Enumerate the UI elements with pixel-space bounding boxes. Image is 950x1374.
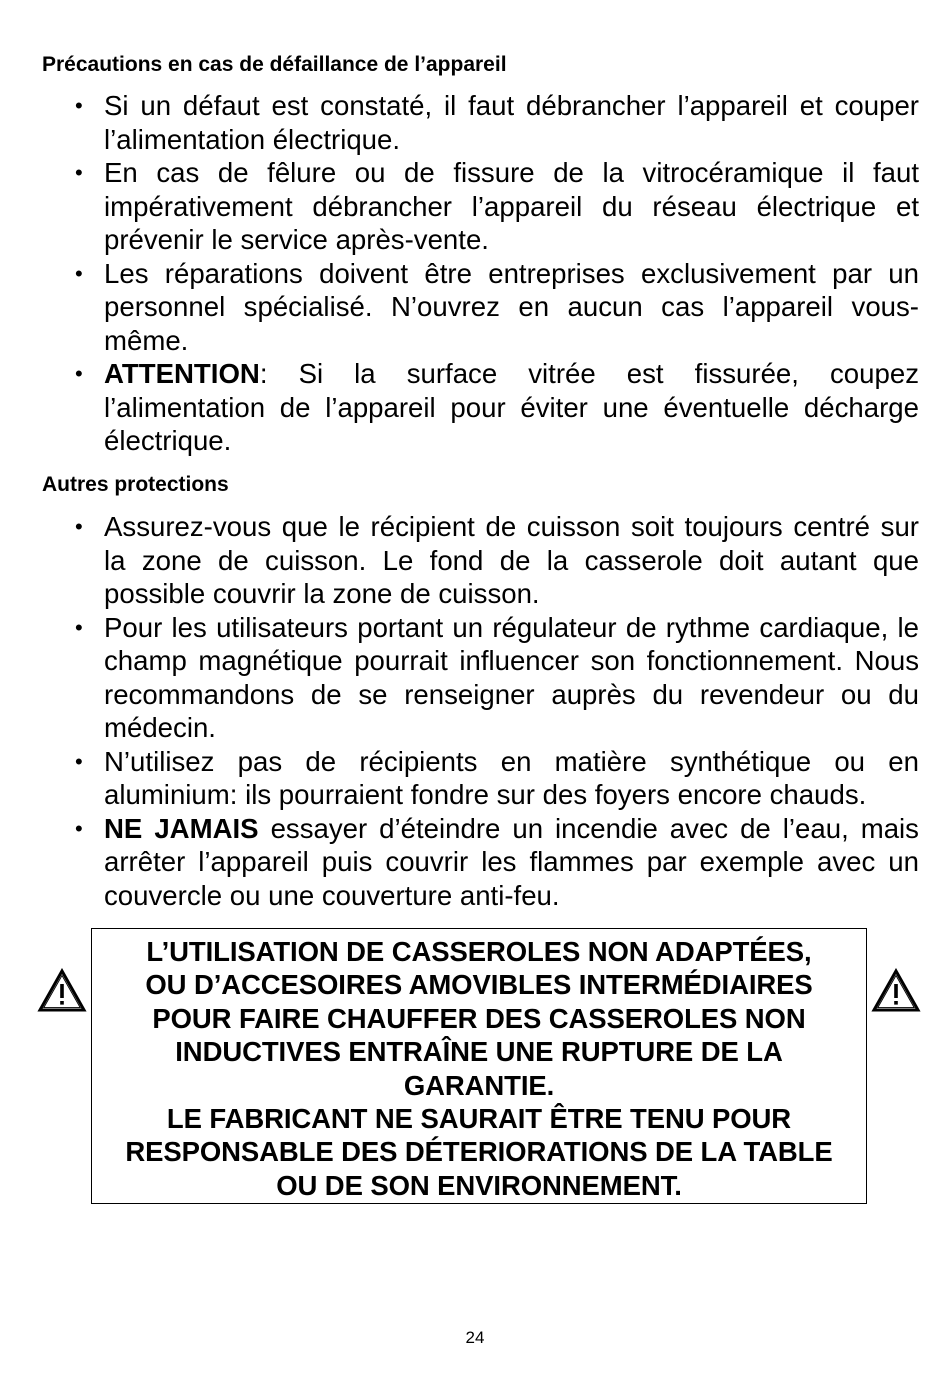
item-lead: ATTENTION [104,358,260,389]
item-text: : Si la surface vitrée est fissurée, coupez l’alimentation de l’appareil pour éviter une éventuelle décharge électrique. [104,358,919,456]
bullet-icon: • [75,815,83,841]
item-text: En cas de fêlure ou de fissure de la vitrocéramique il faut impérativement débrancher l’appareil du réseau électrique et prévenir le service après-vente. [104,157,919,255]
list-item [75,611,919,745]
list-item [75,745,919,812]
bullet-list-defaillance [0,89,919,458]
bullet-icon: • [75,748,83,774]
item-text: Si un défaut est constaté, il faut débrancher l’appareil et couper l’alimentation électrique. [104,90,919,155]
warning-line: LE FABRICANT NE SAURAIT ÊTRE TENU POUR [166,1103,792,1135]
item-lead: NE JAMAIS [104,812,259,844]
section-heading-defaillance: Précautions en cas de défaillance de l’appareil [42,53,507,76]
bullet-icon: • [75,160,83,185]
section-heading-autres-protections: Autres protections [42,473,229,496]
list-item [75,156,919,257]
warning-line: GARANTIE. [403,1069,555,1101]
bullet-icon: • [75,260,83,286]
item-text: Les réparations doivent être entreprises exclusivement par un personnel spécialisé. N’ouvrez en aucun cas l’appareil vous-même. [104,257,919,356]
item-text: Assurez-vous que le récipient de cuisson soit toujours centré sur la zone de cuisson. Le fond de la casserole doit autant que possible couvrir la zone de cuisson. [104,511,919,609]
warranty-warning-box [91,928,867,1204]
warning-line: POUR FAIRE CHAUFFER DES CASSEROLES NON [152,1002,806,1034]
warning-triangle-icon [37,968,87,1014]
item-text: N’utilisez pas de récipients en matière synthétique ou en aluminium: ils pourraient fondre sur des foyers encore chauds. [104,745,919,810]
warning-line: INDUCTIVES ENTRAÎNE UNE RUPTURE DE LA [175,1036,783,1068]
warning-line: OU D’ACCESOIRES AMOVIBLES INTERMÉDIAIRES [145,969,813,1001]
list-item [75,812,919,913]
list-item [75,257,919,358]
list-item [75,89,919,156]
list-item [75,510,919,611]
warning-text [92,935,866,1202]
list-item [75,357,919,458]
item-text: Pour les utilisateurs portant un régulateur de rythme cardiaque, le champ magnétique pourrait influencer son fonctionnement. Nous recommandons de se renseigner auprès du revendeur ou du médecin. [104,611,919,743]
bullet-icon: • [75,93,83,118]
bullet-icon: • [75,514,83,539]
bullet-icon: • [75,614,83,640]
warning-line: L’UTILISATION DE CASSEROLES NON ADAPTÉES, [146,936,812,967]
bullet-icon: • [75,361,83,386]
warning-line: RESPONSABLE DES DÉTERIORATIONS DE LA TABLE [125,1136,833,1168]
warning-triangle-icon [871,968,921,1014]
page-number: 24 [465,1328,485,1347]
item-text: essayer d’éteindre un incendie avec de l’eau, mais arrêter l’appareil puis couvrir les flammes par exemple avec un couvercle ou une couverture anti-feu. [104,812,919,911]
bullet-list-autres-protections [0,510,919,912]
warning-line: OU DE SON ENVIRONNEMENT. [276,1169,682,1201]
